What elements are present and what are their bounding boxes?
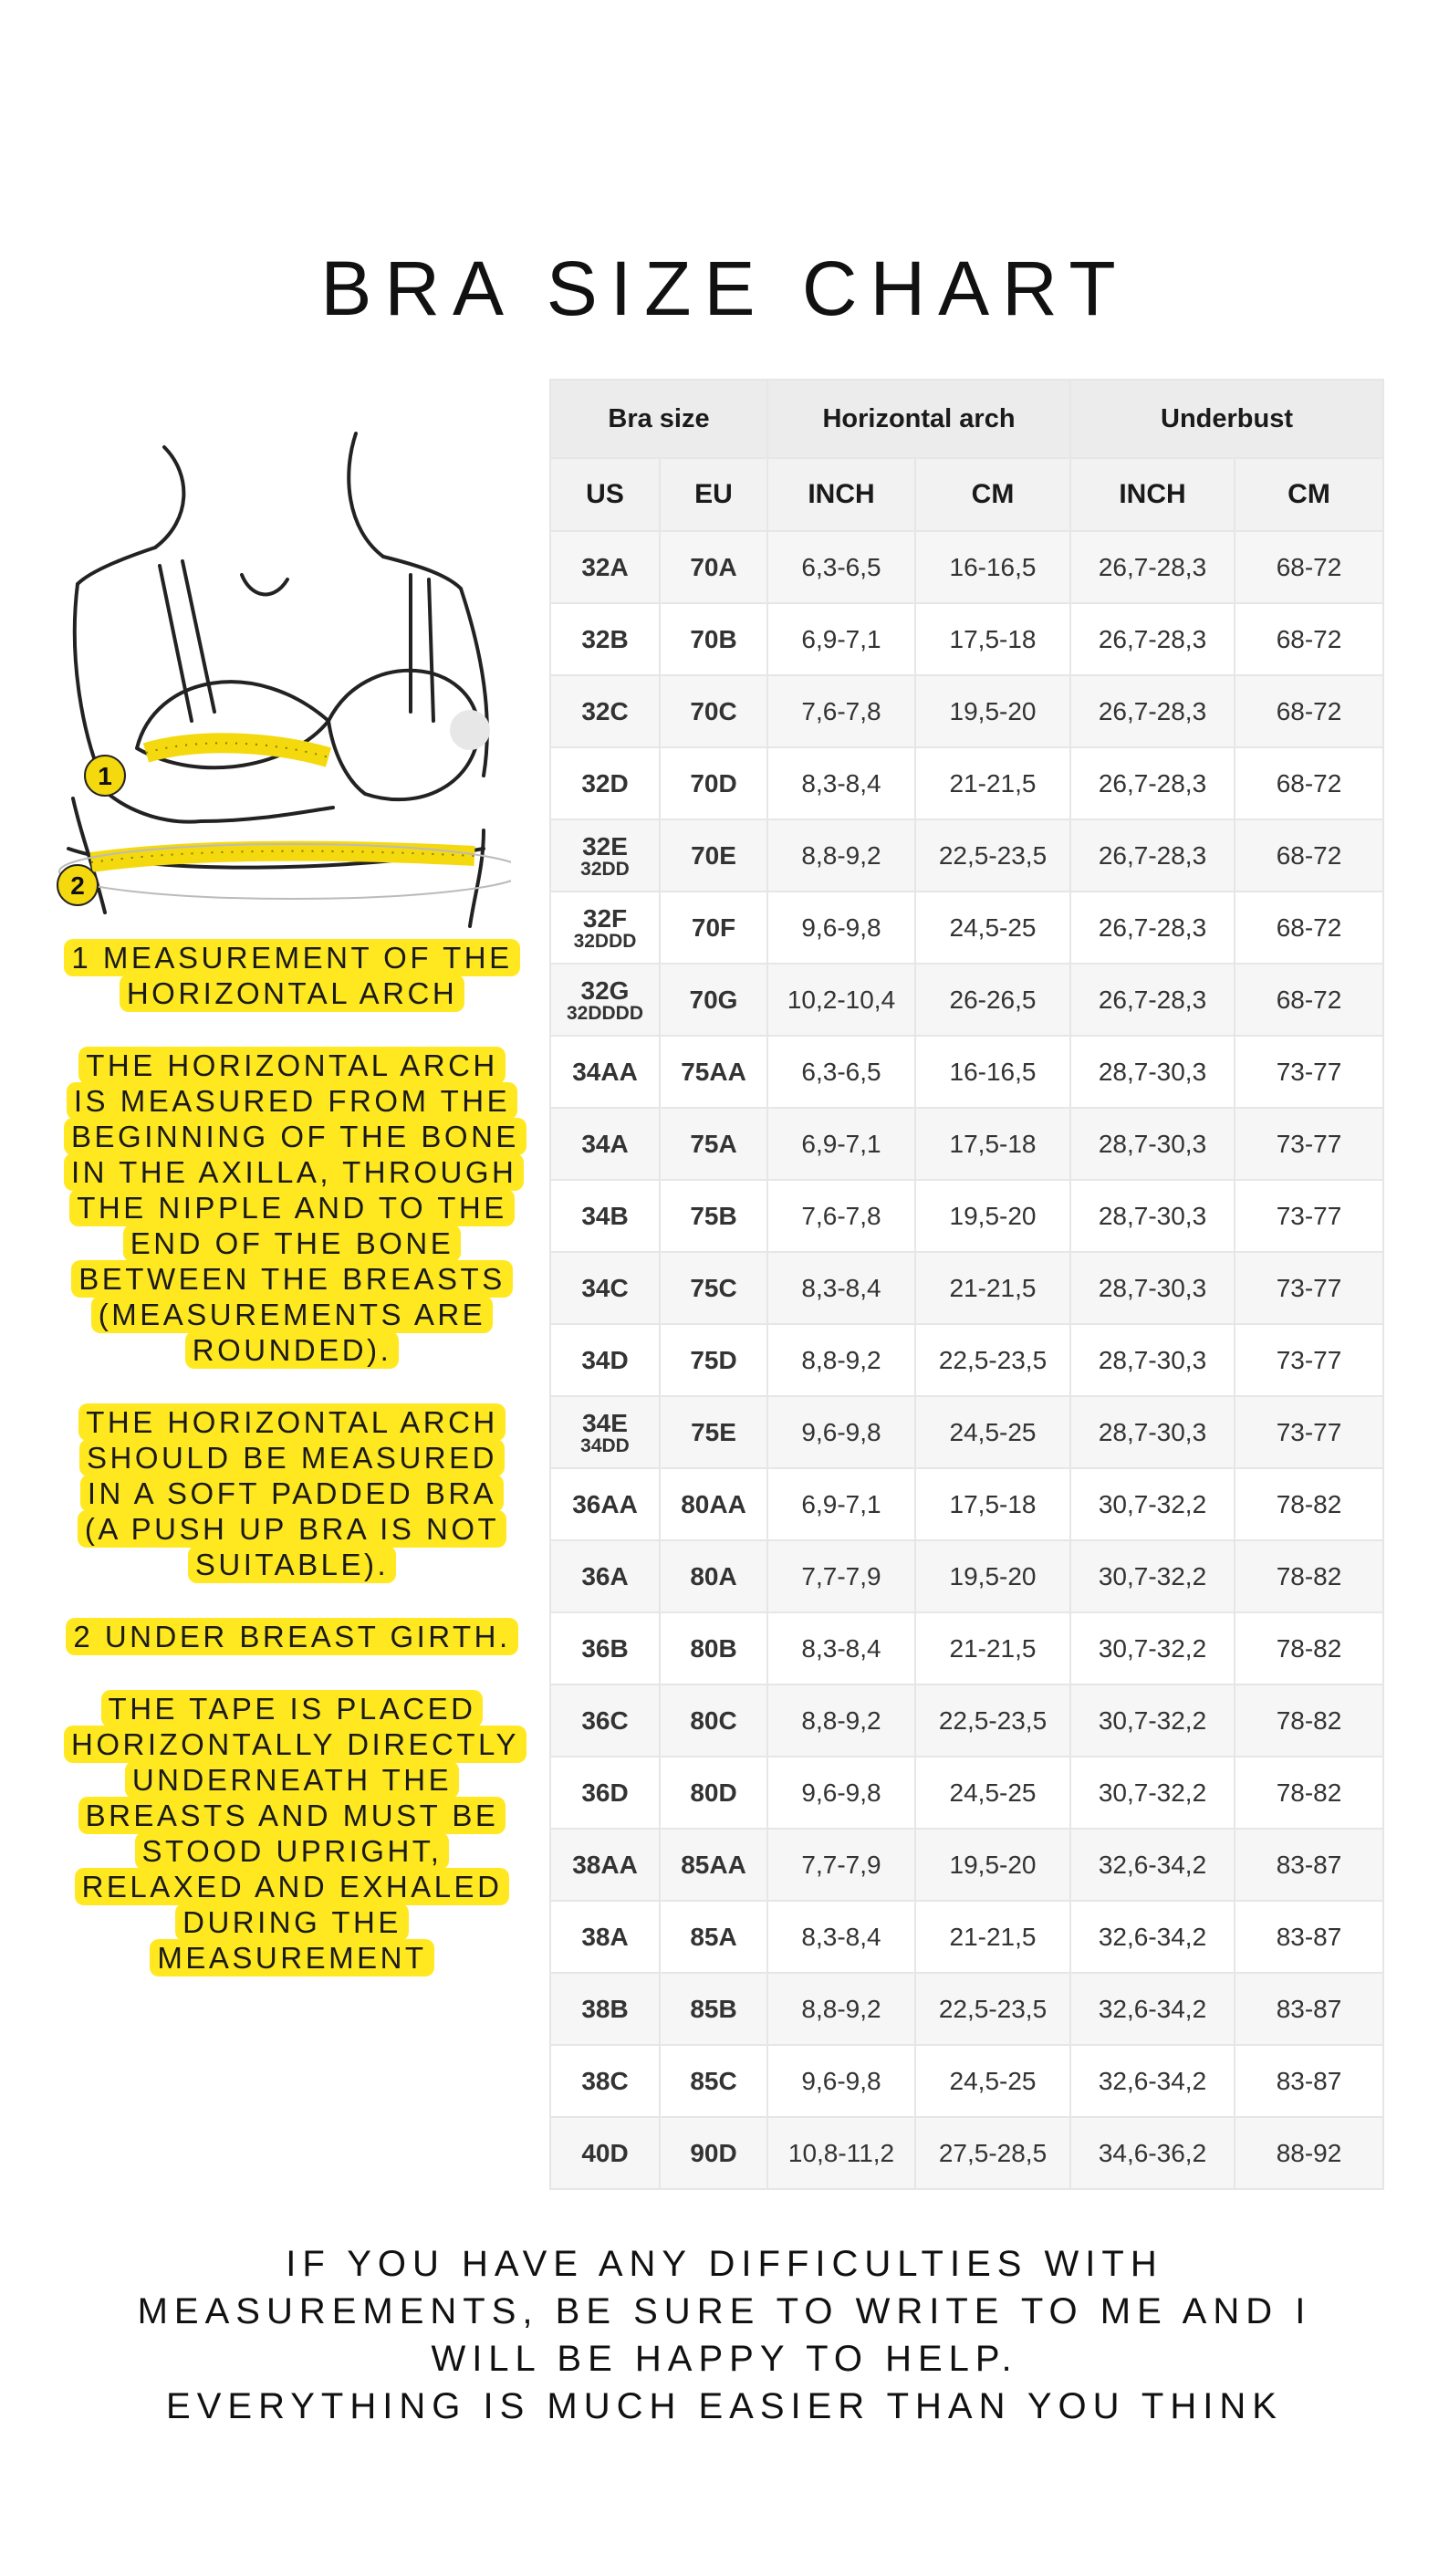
cell-arch-inch: 7,7-7,9 [767, 1540, 915, 1612]
cell-arch-cm: 24,5-25 [915, 892, 1070, 964]
header-eu: EU [660, 458, 767, 531]
cell-us [550, 1396, 660, 1468]
table-row [550, 1396, 1383, 1468]
cell-underbust-cm: 78-82 [1235, 1684, 1383, 1757]
table-row [550, 531, 1383, 603]
cell-arch-cm: 22,5-23,5 [915, 1684, 1070, 1757]
table-row [550, 2045, 1383, 2117]
cell-arch-inch: 9,6-9,8 [767, 1396, 915, 1468]
cell-eu: 70F [660, 892, 767, 964]
cell-arch-cm: 24,5-25 [915, 1757, 1070, 1829]
table-row [550, 1901, 1383, 1973]
cell-underbust-inch: 28,7-30,3 [1070, 1108, 1235, 1180]
us-size: 34AA [572, 1057, 638, 1086]
footer-line: WILL BE HAPPY TO HELP. [431, 2339, 1018, 2379]
us-size-alt: 34DD [580, 1434, 630, 1456]
marker-1-icon [85, 756, 125, 796]
cell-arch-inch: 10,2-10,4 [767, 964, 915, 1036]
marker-2-icon [57, 865, 98, 905]
cell-underbust-cm: 83-87 [1235, 1829, 1383, 1901]
cell-underbust-inch: 26,7-28,3 [1070, 747, 1235, 819]
cell-underbust-cm: 73-77 [1235, 1108, 1383, 1180]
header-arch-cm: CM [915, 458, 1070, 531]
header-underbust: Underbust [1070, 380, 1383, 458]
header-horizontal-arch: Horizontal arch [767, 380, 1070, 458]
cell-underbust-inch: 32,6-34,2 [1070, 1829, 1235, 1901]
cell-us [550, 603, 660, 675]
cell-us [550, 964, 660, 1036]
cell-underbust-inch: 30,7-32,2 [1070, 1612, 1235, 1684]
us-size-alt: 32DD [580, 858, 630, 880]
cell-underbust-cm: 68-72 [1235, 603, 1383, 675]
cell-underbust-cm: 73-77 [1235, 1180, 1383, 1252]
us-size: 36B [581, 1633, 629, 1663]
cell-underbust-cm: 73-77 [1235, 1324, 1383, 1396]
cell-eu: 85AA [660, 1829, 767, 1901]
table-row [550, 1324, 1383, 1396]
cell-eu: 80AA [660, 1468, 767, 1540]
us-size: 34E [582, 1408, 628, 1437]
cell-underbust-inch: 26,7-28,3 [1070, 603, 1235, 675]
note-soft-padded-bra: THE HORIZONTAL ARCH SHOULD BE MEASURED IN A SOFT PADDED BRA (A PUSH UP BRA IS NOT SUITABLE). [64, 1404, 520, 1582]
cell-arch-cm: 16-16,5 [915, 531, 1070, 603]
cell-underbust-inch: 32,6-34,2 [1070, 1901, 1235, 1973]
cell-arch-cm: 17,5-18 [915, 1108, 1070, 1180]
us-size: 38C [581, 2066, 629, 2095]
cell-underbust-inch: 26,7-28,3 [1070, 531, 1235, 603]
us-size: 36A [581, 1561, 629, 1590]
cell-eu: 75A [660, 1108, 767, 1180]
table-row [550, 1612, 1383, 1684]
cell-arch-inch: 10,8-11,2 [767, 2117, 915, 2189]
cell-eu: 75E [660, 1396, 767, 1468]
cell-eu: 75C [660, 1252, 767, 1324]
cell-arch-inch: 8,8-9,2 [767, 1973, 915, 2045]
cell-arch-inch: 9,6-9,8 [767, 1757, 915, 1829]
svg-text:2: 2 [70, 871, 85, 900]
cell-underbust-inch: 28,7-30,3 [1070, 1252, 1235, 1324]
cell-underbust-inch: 28,7-30,3 [1070, 1324, 1235, 1396]
cell-arch-inch: 9,6-9,8 [767, 892, 915, 964]
cell-eu: 70A [660, 531, 767, 603]
us-size: 34A [581, 1129, 629, 1158]
cell-arch-cm: 26-26,5 [915, 964, 1070, 1036]
us-size: 36D [581, 1778, 629, 1807]
table-row [550, 675, 1383, 747]
us-size: 34D [581, 1345, 629, 1374]
cell-arch-cm: 22,5-23,5 [915, 1324, 1070, 1396]
table-row [550, 603, 1383, 675]
cell-eu: 80B [660, 1612, 767, 1684]
header-arch-inch: INCH [767, 458, 915, 531]
us-size: 32C [581, 696, 629, 725]
size-chart-table [549, 379, 1384, 2190]
us-size: 40D [581, 2138, 629, 2167]
cell-arch-cm: 24,5-25 [915, 1396, 1070, 1468]
cell-underbust-cm: 68-72 [1235, 892, 1383, 964]
cell-underbust-cm: 78-82 [1235, 1757, 1383, 1829]
cell-underbust-cm: 68-72 [1235, 747, 1383, 819]
cell-arch-inch: 6,3-6,5 [767, 531, 915, 603]
cell-eu: 75AA [660, 1036, 767, 1108]
us-size: 32A [581, 552, 629, 581]
cell-underbust-cm: 83-87 [1235, 1973, 1383, 2045]
us-size: 32G [580, 975, 630, 1005]
cell-us [550, 892, 660, 964]
svg-text:1: 1 [98, 762, 112, 790]
header-bra-size: Bra size [550, 380, 767, 458]
cell-underbust-inch: 28,7-30,3 [1070, 1180, 1235, 1252]
cell-underbust-inch: 30,7-32,2 [1070, 1468, 1235, 1540]
cell-underbust-cm: 88-92 [1235, 2117, 1383, 2189]
table-row [550, 1180, 1383, 1252]
us-size: 38A [581, 1922, 629, 1951]
cell-us [550, 1252, 660, 1324]
us-size: 34C [581, 1273, 629, 1302]
table-row [550, 1684, 1383, 1757]
cell-arch-inch: 6,9-7,1 [767, 1108, 915, 1180]
table-row [550, 964, 1383, 1036]
cell-arch-inch: 6,9-7,1 [767, 1468, 915, 1540]
cell-us [550, 1829, 660, 1901]
table-sub-header-row [550, 458, 1383, 531]
footer-message [0, 2240, 1449, 2430]
cell-eu: 80D [660, 1757, 767, 1829]
cell-arch-inch: 8,3-8,4 [767, 1252, 915, 1324]
us-size: 32B [581, 624, 629, 653]
cell-us [550, 1036, 660, 1108]
us-size-alt: 32DDD [573, 930, 637, 952]
table-row [550, 892, 1383, 964]
cell-arch-inch: 7,7-7,9 [767, 1829, 915, 1901]
us-size: 36C [581, 1705, 629, 1735]
cell-underbust-inch: 26,7-28,3 [1070, 892, 1235, 964]
cell-arch-cm: 17,5-18 [915, 1468, 1070, 1540]
cell-arch-inch: 8,8-9,2 [767, 1684, 915, 1757]
table-row [550, 1829, 1383, 1901]
cell-arch-inch: 8,3-8,4 [767, 747, 915, 819]
us-size-alt: 32DDDD [566, 1002, 644, 1024]
cell-arch-cm: 22,5-23,5 [915, 1973, 1070, 2045]
us-size: 36AA [572, 1489, 638, 1518]
cell-us [550, 1684, 660, 1757]
cell-arch-cm: 16-16,5 [915, 1036, 1070, 1108]
table-row [550, 1973, 1383, 2045]
cell-underbust-cm: 68-72 [1235, 531, 1383, 603]
cell-eu: 80A [660, 1540, 767, 1612]
table-row [550, 1108, 1383, 1180]
cell-us [550, 531, 660, 603]
cell-arch-cm: 24,5-25 [915, 2045, 1070, 2117]
header-us: US [550, 458, 660, 531]
cell-eu: 70D [660, 747, 767, 819]
cell-arch-cm: 19,5-20 [915, 1829, 1070, 1901]
table-row [550, 747, 1383, 819]
cell-underbust-cm: 73-77 [1235, 1036, 1383, 1108]
footer-line: MEASUREMENTS, BE SURE TO WRITE TO ME AND I [137, 2291, 1312, 2331]
cell-arch-inch: 7,6-7,8 [767, 1180, 915, 1252]
cell-eu: 85B [660, 1973, 767, 2045]
page-title: BRA SIZE CHART [320, 245, 1129, 331]
measurement-notes [64, 940, 520, 2012]
cell-underbust-inch: 28,7-30,3 [1070, 1396, 1235, 1468]
cell-arch-cm: 19,5-20 [915, 675, 1070, 747]
cell-underbust-inch: 26,7-28,3 [1070, 675, 1235, 747]
cell-us [550, 2045, 660, 2117]
cell-underbust-inch: 26,7-28,3 [1070, 819, 1235, 892]
cell-us [550, 819, 660, 892]
cell-arch-cm: 21-21,5 [915, 747, 1070, 819]
table-row [550, 1252, 1383, 1324]
table-row [550, 2117, 1383, 2189]
cell-underbust-cm: 78-82 [1235, 1468, 1383, 1540]
cell-arch-cm: 27,5-28,5 [915, 2117, 1070, 2189]
cell-us [550, 1612, 660, 1684]
header-underbust-inch: INCH [1070, 458, 1235, 531]
note-horizontal-arch-title: 1 MEASUREMENT OF THE HORIZONTAL ARCH [64, 940, 520, 1011]
cell-arch-inch: 6,9-7,1 [767, 603, 915, 675]
cell-us [550, 2117, 660, 2189]
cell-arch-cm: 19,5-20 [915, 1180, 1070, 1252]
cell-underbust-cm: 83-87 [1235, 2045, 1383, 2117]
us-size: 32F [582, 903, 628, 933]
cell-underbust-cm: 83-87 [1235, 1901, 1383, 1973]
cell-us [550, 1468, 660, 1540]
cell-arch-cm: 19,5-20 [915, 1540, 1070, 1612]
us-size: 38AA [572, 1850, 638, 1879]
cell-arch-cm: 21-21,5 [915, 1612, 1070, 1684]
cell-eu: 70E [660, 819, 767, 892]
cell-us [550, 1973, 660, 2045]
cell-underbust-cm: 68-72 [1235, 964, 1383, 1036]
cell-eu: 85A [660, 1901, 767, 1973]
table-row [550, 1540, 1383, 1612]
cell-arch-cm: 17,5-18 [915, 603, 1070, 675]
cell-us [550, 675, 660, 747]
table-group-header-row [550, 380, 1383, 458]
table-row [550, 1757, 1383, 1829]
cell-underbust-cm: 78-82 [1235, 1612, 1383, 1684]
cell-underbust-cm: 68-72 [1235, 675, 1383, 747]
cell-underbust-cm: 68-72 [1235, 819, 1383, 892]
cell-us [550, 1324, 660, 1396]
cell-underbust-inch: 34,6-36,2 [1070, 2117, 1235, 2189]
cell-underbust-inch: 32,6-34,2 [1070, 2045, 1235, 2117]
cell-underbust-inch: 32,6-34,2 [1070, 1973, 1235, 2045]
cell-underbust-cm: 78-82 [1235, 1540, 1383, 1612]
cell-underbust-inch: 30,7-32,2 [1070, 1540, 1235, 1612]
cell-eu: 70B [660, 603, 767, 675]
cell-underbust-inch: 28,7-30,3 [1070, 1036, 1235, 1108]
cell-us [550, 1540, 660, 1612]
cell-us [550, 1901, 660, 1973]
note-tape-placement: THE TAPE IS PLACED HORIZONTALLY DIRECTLY UNDERNEATH THE BREASTS AND MUST BE STOOD UPRIGHT, RELAXED AND EXHALED DURING THE MEASUREMENT [64, 1691, 520, 1976]
cell-arch-inch: 8,3-8,4 [767, 1612, 915, 1684]
cell-arch-cm: 21-21,5 [915, 1901, 1070, 1973]
footer-line: EVERYTHING IS MUCH EASIER THAN YOU THINK [166, 2386, 1283, 2426]
cell-arch-inch: 9,6-9,8 [767, 2045, 915, 2117]
us-size: 32D [581, 768, 629, 798]
cell-arch-cm: 21-21,5 [915, 1252, 1070, 1324]
cell-arch-inch: 8,8-9,2 [767, 819, 915, 892]
cell-us [550, 1180, 660, 1252]
us-size: 32E [582, 831, 628, 860]
note-under-breast-girth-title: 2 UNDER BREAST GIRTH. [64, 1619, 520, 1654]
us-size: 38B [581, 1994, 629, 2023]
cell-underbust-inch: 30,7-32,2 [1070, 1757, 1235, 1829]
cell-us [550, 1108, 660, 1180]
cell-arch-inch: 8,8-9,2 [767, 1324, 915, 1396]
table-row [550, 819, 1383, 892]
cell-eu: 80C [660, 1684, 767, 1757]
cell-us [550, 747, 660, 819]
us-size: 34B [581, 1201, 629, 1230]
table-row [550, 1468, 1383, 1540]
cell-underbust-cm: 73-77 [1235, 1252, 1383, 1324]
cell-eu: 90D [660, 2117, 767, 2189]
cell-arch-cm: 22,5-23,5 [915, 819, 1070, 892]
cell-eu: 70C [660, 675, 767, 747]
cell-eu: 85C [660, 2045, 767, 2117]
cell-eu: 75D [660, 1324, 767, 1396]
cell-arch-inch: 6,3-6,5 [767, 1036, 915, 1108]
cell-us [550, 1757, 660, 1829]
header-underbust-cm: CM [1235, 458, 1383, 531]
cell-eu: 75B [660, 1180, 767, 1252]
cell-eu: 70G [660, 964, 767, 1036]
cell-underbust-cm: 73-77 [1235, 1396, 1383, 1468]
table-row [550, 1036, 1383, 1108]
cell-arch-inch: 8,3-8,4 [767, 1901, 915, 1973]
cell-underbust-inch: 30,7-32,2 [1070, 1684, 1235, 1757]
cell-underbust-inch: 26,7-28,3 [1070, 964, 1235, 1036]
cell-arch-inch: 7,6-7,8 [767, 675, 915, 747]
note-horizontal-arch-description: THE HORIZONTAL ARCH IS MEASURED FROM THE BEGINNING OF THE BONE IN THE AXILLA, THROUGH THE NIPPLE AND TO THE END OF THE BONE BETWEEN THE BREASTS (MEASUREMENTS ARE ROUNDED). [64, 1048, 520, 1368]
bra-measurement-illustration [55, 420, 511, 931]
footer-line: IF YOU HAVE ANY DIFFICULTIES WITH [286, 2244, 1163, 2284]
